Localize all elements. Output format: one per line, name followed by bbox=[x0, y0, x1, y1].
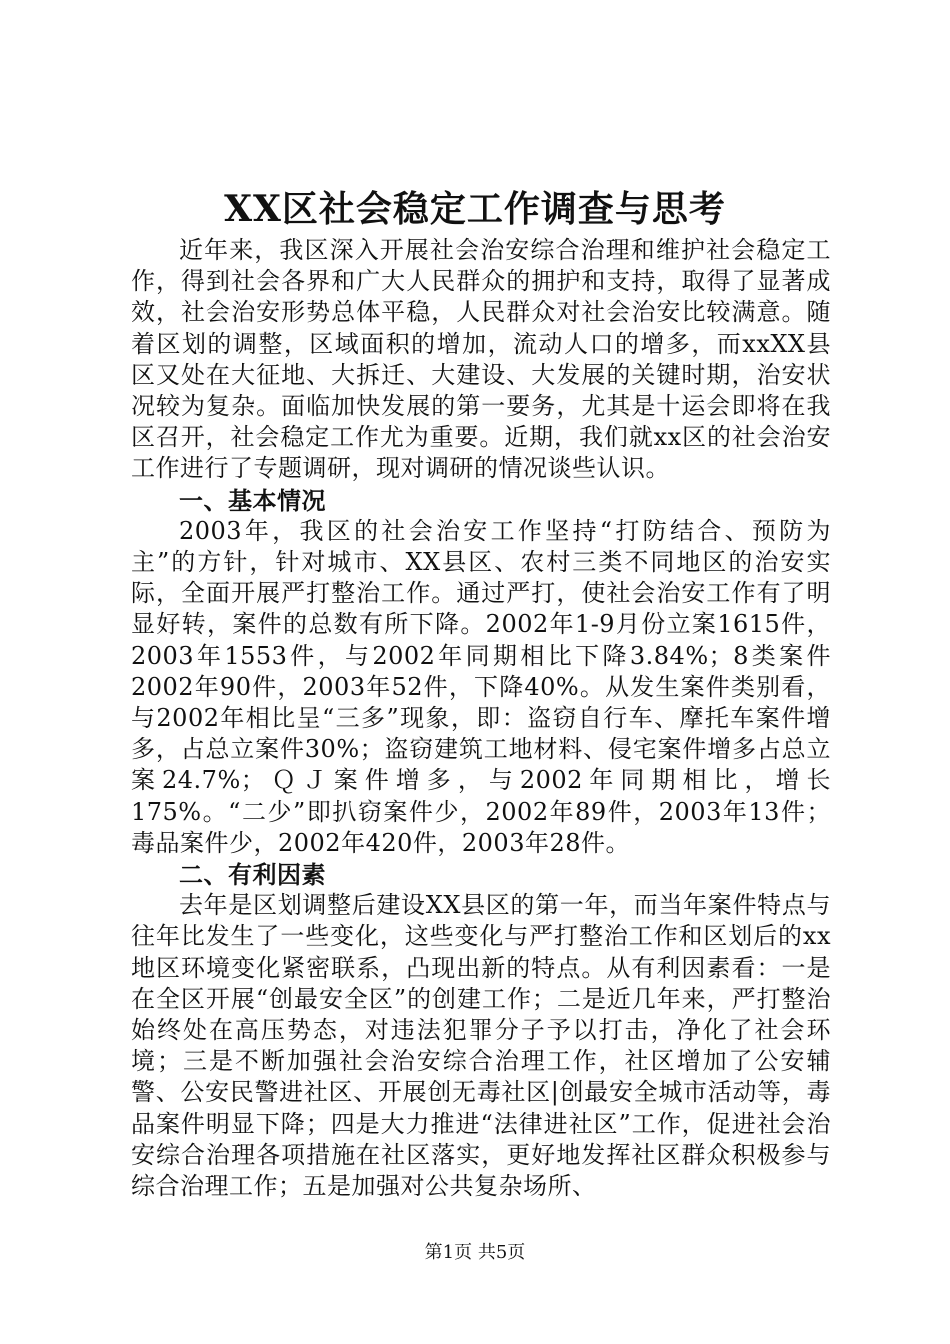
page-footer: 第1页 共5页 bbox=[424, 1242, 526, 1263]
document-body bbox=[131, 235, 831, 1202]
section-heading-basic-situation: 一、基本情况 bbox=[179, 485, 326, 515]
section-heading-favorable-factors: 二、有利因素 bbox=[179, 860, 326, 890]
intro-paragraph: 近年来，我区深入开展社会治安综合治理和维护社会稳定工作，得到社会各界和广大人民群众的拥护和支持，取得了显著成效，社会治安形势总体平稳，人民群众对社会治安比较满意。随着区划的调整，区域面积的增加，流动人口的增多，而xxXX县区又处在大征地、大拆迁、大建设、大发展的关键时期，治安状况较为复杂。面临加快发展的第一要务，尤其是十运会即将在我区召开，社会稳定工作尤为重要。近期，我们就xx区的社会治安工作进行了专题调研，现对调研的情况谈些认识。 bbox=[131, 236, 831, 483]
document-title: XX区社会稳定工作调查与思考 bbox=[224, 188, 726, 230]
favorable-factors-paragraph: 去年是区划调整后建设XX县区的第一年，而当年案件特点与往年比发生了一些变化，这些变化与严打整治工作和区划后的xx地区环境变化紧密联系，凸现出新的特点。从有利因素看：一是在全区开展“创最安全区”的创建工作；二是近几年来，严打整治始终处在高压势态，对违法犯罪分子予以打击，净化了社会环境；三是不断加强社会治安综合治理工作，社区增加了公安辅警、公安民警进社区、开展创无毒社区|创最安全城市活动等，毒品案件明显下降；四是大力推进“法律进社区”工作，促进社会治安综合治理各项措施在社区落实，更好地发挥社区群众积极参与综合治理工作；五是加强对公共复杂场所、 bbox=[131, 891, 831, 1201]
basic-situation-paragraph: 2003年，我区的社会治安工作坚持“打防结合、预防为主”的方针，针对城市、XX县区、农村三类不同地区的治安实际，全面开展严打整治工作。通过严打，使社会治安工作有了明显好转，案件的总数有所下降。2002年1-9月份立案1615件，2003年1553件，与2002年同期相比下降3.84%；8类案件2002年90件，2003年52件，下降40%。从发生案件类别看，与2002年相比呈“三多”现象，即：盗窃自行车、摩托车案件增多，占总立案件30%；盗窃建筑工地材料、侵宅案件增多占总立案24.7%；ＱＪ案件增多，与2002年同期相比，增长175%。“二少”即扒窃案件少，2002年89件，2003年13件；毒品案件少，2002年420件，2003年28件。 bbox=[131, 516, 831, 857]
